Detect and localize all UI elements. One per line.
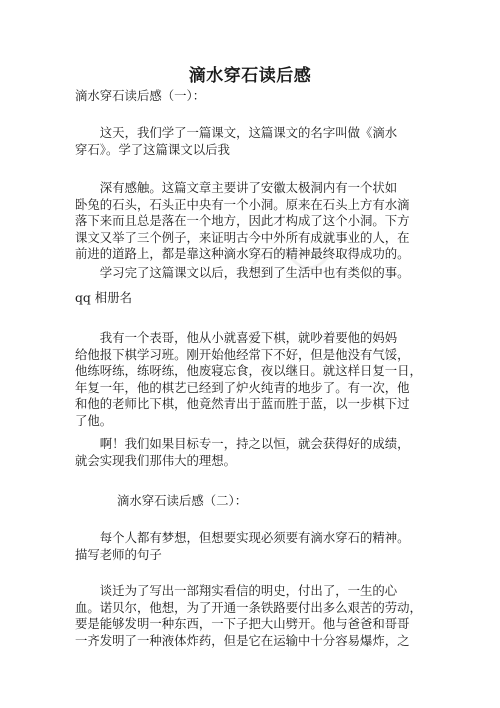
paragraph-line: 一齐发明了一种液体炸药，但是它在运输中十分容易爆炸，之	[75, 632, 410, 648]
paragraph-line: 学习完了这篇课文以后，我想到了生活中也有类似的事。	[99, 265, 410, 280]
paragraph-line: 要是能够发明一种东西，一下子把大山劈开。他与爸爸和哥哥	[75, 616, 410, 632]
qq-album-name-line: qq 相册名	[75, 290, 132, 305]
paragraph-line: 我有一个表哥，他从小就喜爱下棋，就吵着要他的妈妈	[99, 330, 398, 345]
paragraph-line: 谈迁为了写出一部翔实看信的明史，付出了，一生的心	[99, 583, 398, 598]
section-heading-2: 滴水穿石读后感（二）：	[117, 493, 248, 508]
paragraph-line: 就会实现我们那伟大的理想。	[75, 452, 237, 468]
paragraph-line: 课文又举了三个例子，来证明古今中外所有成就事业的人，在	[75, 229, 410, 245]
paragraph-line: 和他的老师比下棋，他竟然青出于蓝而胜于蓝，以一步棋下过	[75, 396, 410, 412]
paragraph-7	[75, 583, 427, 649]
paragraph-line: 了他。	[75, 412, 113, 428]
paragraph-4	[75, 330, 427, 430]
paragraph-line: 年复一年，他的棋艺已经到了炉火纯青的地步了。有一次，他	[75, 379, 410, 395]
paragraph-line: 血。诺贝尔，他想，为了开通一条铁路要付出多么艰苦的劳动，	[75, 599, 422, 615]
paragraph-line: 穿石》。学了这篇课文以后我	[75, 141, 230, 157]
paragraph-line: 他练呀练，练呀练，他废寝忘食，夜以继日。就这样日复一日，	[75, 363, 422, 379]
paragraph-6	[75, 530, 427, 563]
paragraph-line: 落下来而且总是落在一个地方，因此才构成了这个小洞。下方	[75, 213, 410, 229]
paragraph-line: 卧兔的石头，石头正中央有一个小洞。原来在石头上方有水滴	[75, 196, 410, 212]
paragraph-5	[75, 436, 427, 469]
section-heading-1: 滴水穿石读后感（一）：	[75, 88, 206, 103]
paragraph-line: 深有感触。这篇文章主要讲了安徽太极洞内有一个状如	[99, 180, 398, 195]
watermark-mark	[248, 235, 338, 275]
paragraph-line: 啊！我们如果目标专一，持之以恒，就会获得好的成绩，	[99, 436, 410, 451]
paragraph-line: 每个人都有梦想，但想要实现必须要有滴水穿石的精神。	[99, 530, 410, 545]
document-title: 滴水穿石读后感	[188, 66, 312, 86]
paragraph-line: 这天，我们学了一篇课文，这篇课文的名字叫做《滴水	[99, 125, 398, 140]
paragraph-line: 给他报下棋学习班。刚开始他经常下不好，但是他没有气馁，	[75, 346, 410, 362]
paragraph-1	[75, 125, 427, 158]
paragraph-line: 描写老师的句子	[75, 546, 162, 562]
paragraph-line: 前进的道路上，都是靠这种滴水穿石的精神最终取得成功的。	[75, 246, 410, 262]
